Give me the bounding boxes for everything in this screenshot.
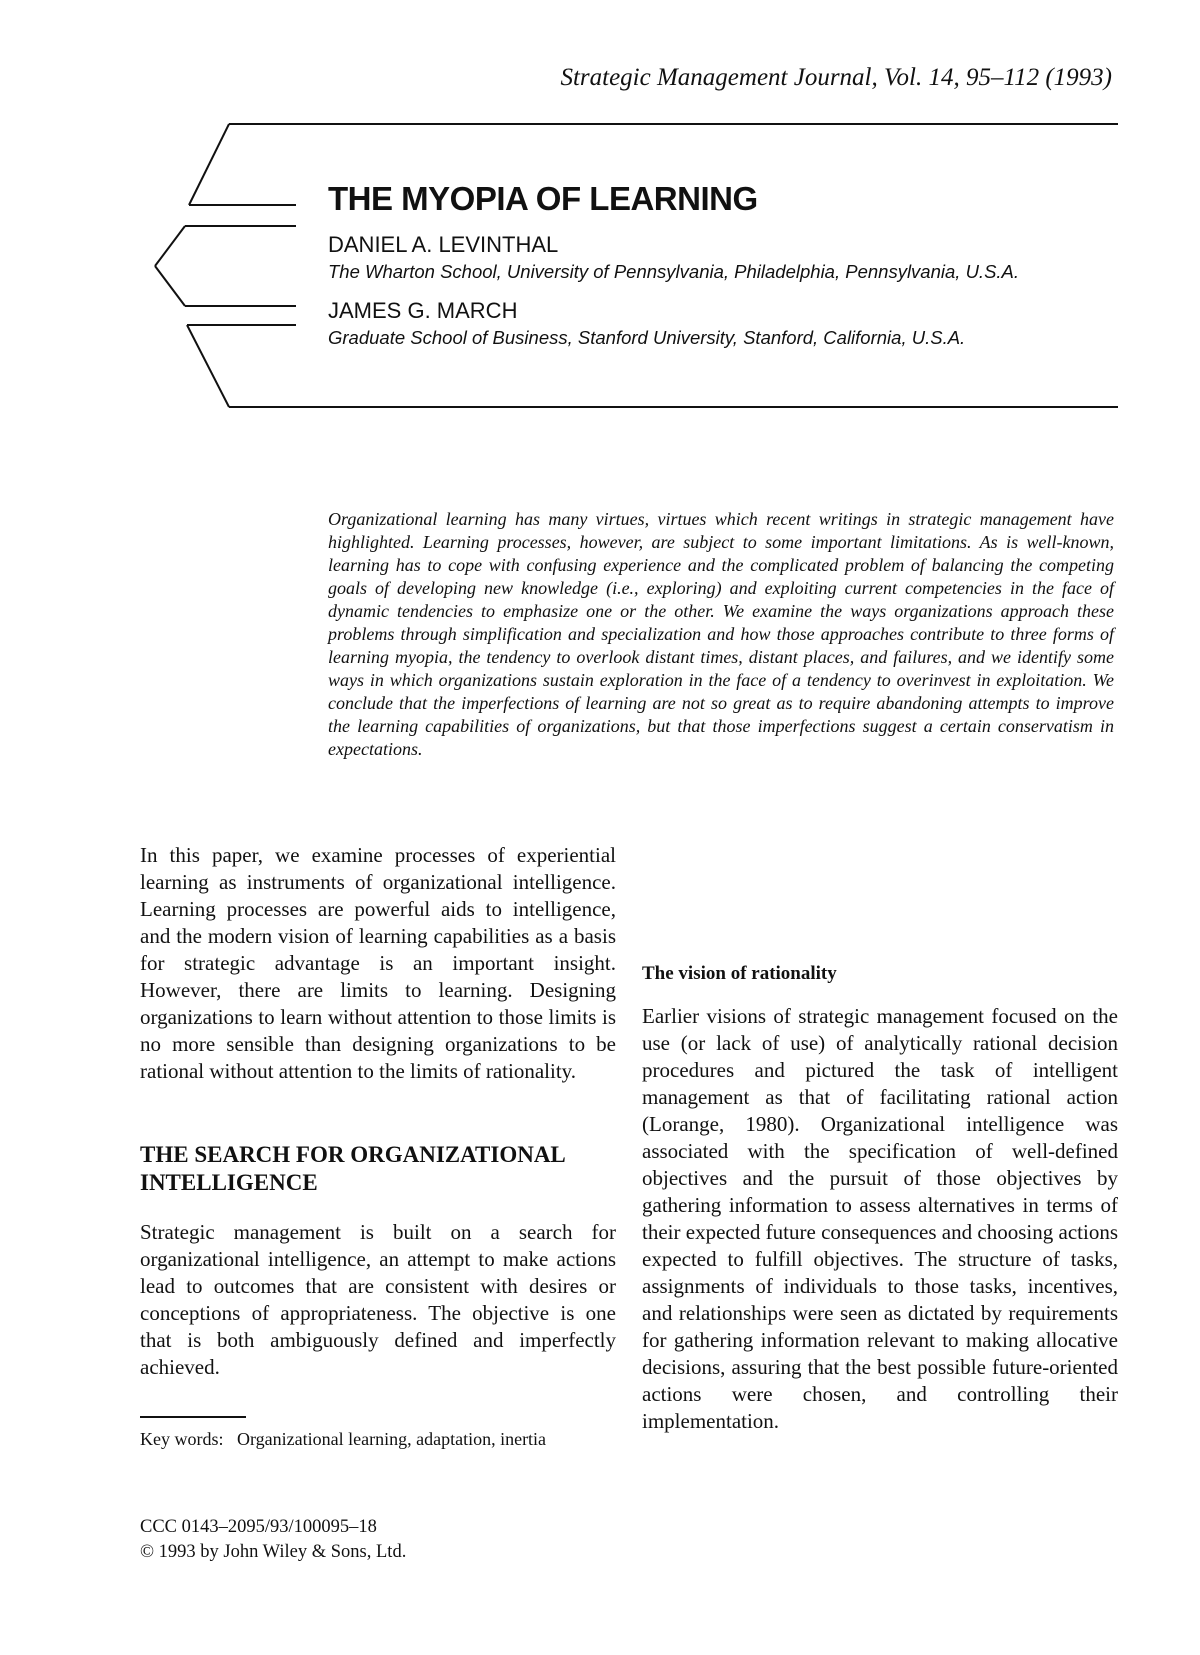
section-paragraph: Strategic management is built on a search for organizational intelligence, an attempt to make actions lead to outcomes that are consistent with desires or conceptions of appropriateness. The objective is one that is both ambiguously defined and imperfectly achieved. [140,1220,616,1379]
copyright-notice: © 1993 by John Wiley & Sons, Ltd. [140,1542,407,1562]
bracket-stroke [187,325,229,407]
keywords-label: Key words: [140,1429,224,1449]
body-column-right [642,842,1118,1435]
footnote-divider [140,1416,246,1418]
bracket-stroke [189,124,229,205]
ccc-code: CCC 0143–2095/93/100095–18 [140,1517,377,1537]
paper-title: THE MYOPIA OF LEARNING [328,180,758,217]
bracket-stroke [155,226,185,266]
abstract: Organizational learning has many virtues, virtues which recent writings in strategic management have highlighted. Learning processes, however, are subject to some important limitations. As is well-known, learning has to cope with confusing experience and the complicated problem of balancing the competing goals of developing new knowledge (i.e., exploring) and exploiting current competencies in the face of dynamic tendencies to emphasize one or the other. We examine the ways organizations approach these problems through simplification and specialization and how those approaches contribute to three forms of learning myopia, the tendency to overlook distant times, distant places, and failures, and we identify some ways in which organizations sustain exploration in the face of a tendency to overinvest in exploitation. We conclude that the imperfections of learning are not so great as to require abandoning attempts to improve the learning capabilities of organizations, but that those imperfections suggest a certain conservatism in expectations. [328,509,1114,759]
subsection-heading: The vision of rationality [642,963,837,984]
keywords [140,1428,616,1451]
section-heading: THE SEARCH FOR ORGANIZATIONAL INTELLIGENCE [140,1142,565,1195]
intro-paragraph: In this paper, we examine processes of experiential learning as instruments of organizational intelligence. Learning processes are powerful aids to intelligence, and the modern vision of learning capabilities as a basis for strategic advantage is an important insight. However, there are limits to learning. Designing organizations to learn without attention to those limits is no more sensible than designing organizations to be rational without attention to the limits of rationality. [140,843,616,1083]
author-1-name: DANIEL A. LEVINTHAL [328,232,559,257]
subsection-paragraph: Earlier visions of strategic management focused on the use (or lack of use) of analytically rational decision procedures and pictured the task of intelligent management as that of facilitating rational action (Lorange, 1980). Organizational intelligence was associated with the specification of well-defined objectives and the pursuit of those objectives by gathering information to assess alternatives in terms of their expected future consequences and choosing actions expected to fulfill objectives. The structure of tasks, assignments of individuals to those tasks, incentives, and relationships were seen as dictated by requirements for gathering information relevant to making allocative decisions, assuring that the best possible future-oriented actions were chosen, and controlling their implementation. [642,1004,1118,1433]
bracket-stroke [155,266,185,306]
keywords-list: Organizational learning, adaptation, inertia [237,1429,547,1449]
journal-reference: Strategic Management Journal, Vol. 14, 95–112 (1993) [560,64,1112,91]
copyright-block [140,1515,406,1565]
author-2-affiliation: Graduate School of Business, Stanford University, Stanford, California, U.S.A. [328,327,966,348]
author-1-affiliation: The Wharton School, University of Pennsylvania, Philadelphia, Pennsylvania, U.S.A. [328,261,1020,282]
author-2-name: JAMES G. MARCH [328,298,518,323]
body-column-left [140,842,616,1381]
